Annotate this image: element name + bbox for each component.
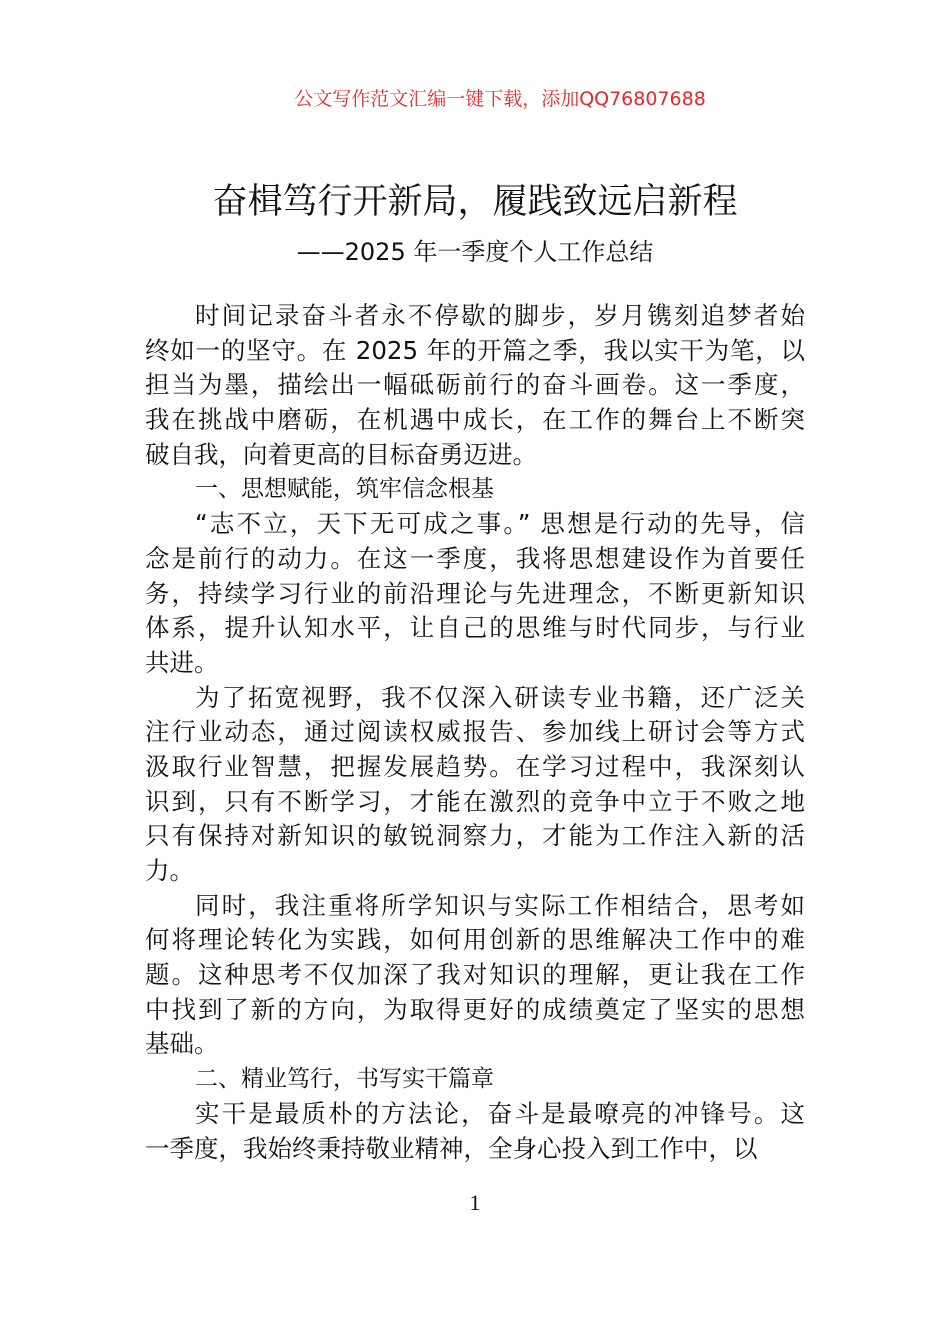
paragraph-line: 何将理论转化为实践，如何用创新的思维解决工作中的难 [145,925,805,955]
paragraph-line: 中找到了新的方向，为取得更好的成绩奠定了坚实的思想 [145,994,805,1024]
paragraph-line: 题。这种思考不仅加深了我对知识的理解，更让我在工作 [145,960,805,990]
paragraph-line: 终如一的坚守。在 2025 年的开篇之季，我以实干为笔，以 [145,335,805,365]
download-banner-link[interactable]: 公文写作范文汇编一键下载，添加QQ76807688 [294,88,706,110]
paragraph-line: 破自我，向着更高的目标奋勇迈进。 [145,439,537,469]
paragraph-line: 一季度，我始终秉持敬业精神，全身心投入到工作中，以 [145,1133,758,1163]
paragraph-line: 注行业动态，通过阅读权威报告、参加线上研讨会等方式 [145,717,805,747]
paragraph-line: 时间记录奋斗者永不停歇的脚步，岁月镌刻追梦者始 [195,301,805,330]
paragraph-line: 共进。 [145,647,219,677]
page-number: 1 [469,1190,481,1215]
paragraph-line: 念是前行的动力。在这一季度，我将思想建设作为首要任 [145,543,805,573]
section-heading: 二、精业笃行，书写实干篇章 [195,1066,494,1093]
paragraph-line: 汲取行业智慧，把握发展趋势。在学习过程中，我深刻认 [145,751,805,781]
paragraph-line: 我在挑战中磨砺，在机遇中成长，在工作的舞台上不断突 [145,405,805,435]
document-title: 奋楫笃行开新局，履践致远启新程 [212,182,738,222]
paragraph-line: 为了拓宽视野，我不仅深入研读专业书籍，还广泛关 [195,682,805,712]
document-subtitle: ——2025 年一季度个人工作总结 [296,238,654,266]
paragraph-line: 只有保持对新知识的敏锐洞察力，才能为工作注入新的活 [145,821,805,851]
section-heading: 一、思想赋能，筑牢信念根基 [195,476,494,503]
paragraph-line: 担当为墨，描绘出一幅砥砺前行的奋斗画卷。这一季度， [145,370,805,400]
paragraph-line: 同时，我注重将所学知识与实际工作相结合，思考如 [195,890,805,920]
document-body [145,299,805,1166]
paragraph-line: 务，持续学习行业的前沿理论与先进理念，不断更新知识 [145,578,805,608]
paragraph-line: 体系，提升认知水平，让自己的思维与时代同步，与行业 [145,613,805,643]
paragraph-line: 实干是最质朴的方法论，奋斗是最嘹亮的冲锋号。这 [195,1098,805,1128]
paragraph-line: 识到，只有不断学习，才能在激烈的竞争中立于不败之地 [145,786,805,816]
paragraph-line: 力。 [145,856,194,885]
paragraph-line: 基础。 [145,1029,219,1059]
paragraph-line: “志不立，天下无可成之事。” 思想是行动的先导，信 [195,509,805,539]
